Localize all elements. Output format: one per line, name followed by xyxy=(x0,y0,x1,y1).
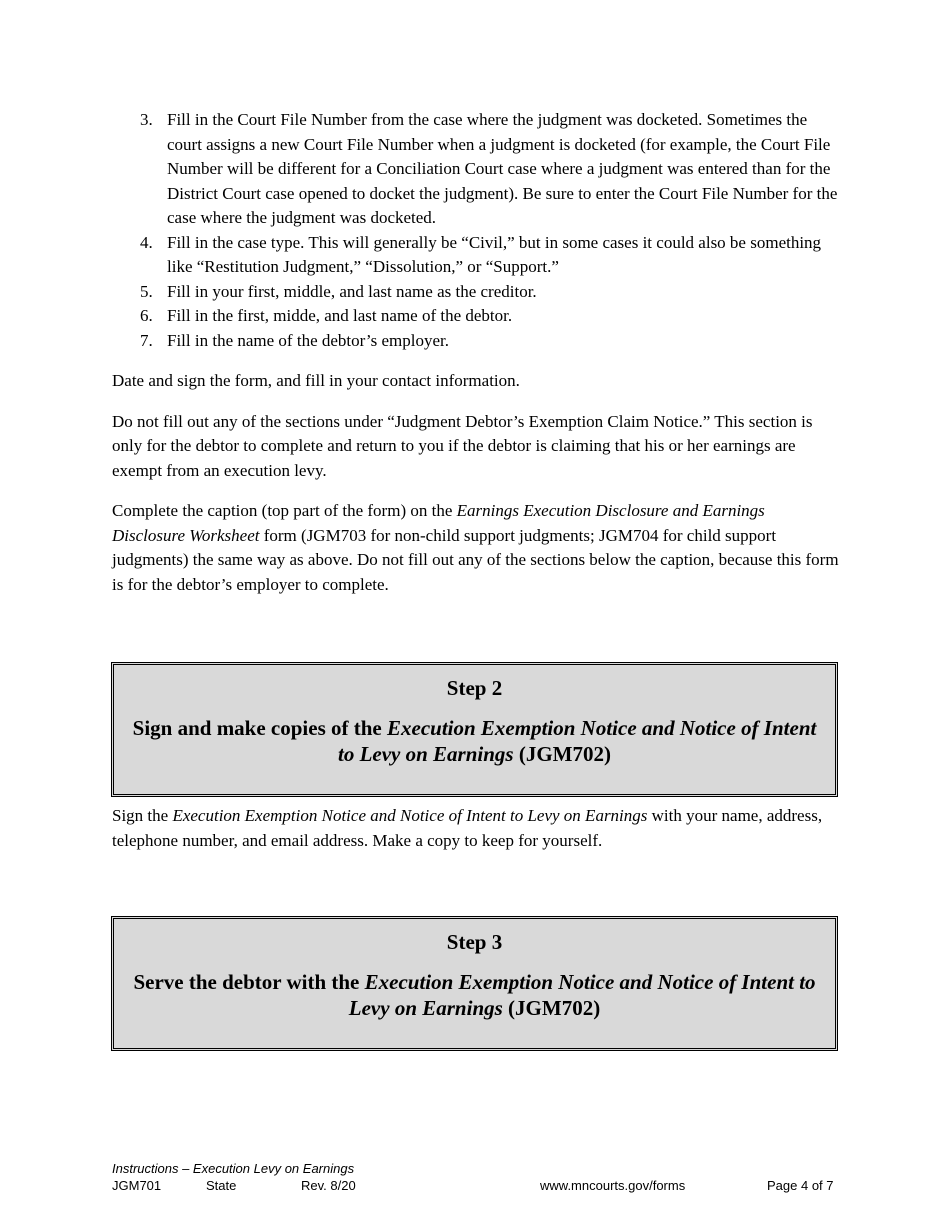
instruction-list xyxy=(112,108,840,353)
list-item: 4. Fill in the case type. This will generally be “Civil,” but in some cases it could also be something like “Restitution Judgment,” “Dissolution,” or “Support.” xyxy=(140,232,822,276)
page-footer xyxy=(112,1160,840,1194)
footer-url[interactable]: www.mncourts.gov/forms xyxy=(540,1178,686,1193)
list-item: 6. Fill in the first, midde, and last name of the debtor. xyxy=(140,306,513,325)
list-item: 5. Fill in your first, middle, and last name as the creditor. xyxy=(140,281,537,301)
sign-paragraph: Sign the Execution Exemption Notice and Notice of Intent to Levy on Earnings with your name, address, telephone number, and email address. Make a copy to keep for yourself. xyxy=(112,806,823,850)
step-2-box xyxy=(111,662,838,797)
step-3-box xyxy=(111,916,838,1051)
footer-form-id: JGM701 xyxy=(112,1178,162,1193)
footer-revision: Rev. 8/20 xyxy=(301,1178,356,1193)
step-3-label: Step 3 xyxy=(446,930,503,954)
step-2-label: Step 2 xyxy=(446,676,503,700)
caption-paragraph: Complete the caption (top part of the form) on the Earnings Execution Disclosure and Earnings Disclosure Worksheet form (JGM703 for non-child support judgments; JGM704 for child support judgments) the same way as above. Do not fill out any of the sections below the caption, because this form is for the debtor’s employer to complete. xyxy=(112,501,839,594)
footer-page-number: Page 4 of 7 xyxy=(767,1178,834,1193)
exemption-notice-paragraph: Do not fill out any of the sections under “Judgment Debtor’s Exemption Claim Notice.” This section is only for the debtor to complete and return to you if the debtor is claiming that his or her earnings are exempt from an execution levy. xyxy=(112,411,813,480)
footer-row xyxy=(112,1177,840,1194)
list-item: 7. Fill in the name of the debtor’s employer. xyxy=(140,330,450,350)
step-3-heading: Serve the debtor with the Execution Exemption Notice and Notice of Intent to Levy on Earnings (JGM702) xyxy=(133,970,816,1020)
step-2-heading: Sign and make copies of the Execution Exemption Notice and Notice of Intent to Levy on Earnings (JGM702) xyxy=(132,716,817,766)
footer-title: Instructions – Execution Levy on Earnings xyxy=(112,1161,355,1176)
date-sign-paragraph: Date and sign the form, and fill in your contact information. xyxy=(112,371,520,390)
instructions-body xyxy=(112,108,840,597)
list-item: 3. Fill in the Court File Number from the case where the judgment was docketed. Sometimes the court assigns a new Court File Number when a judgment is docketed (for example, the Court File Number will be different for a Conciliation Court case where a judgment was entered than for the District Court case opened to docket the judgment). Be sure to enter the Court File Number for the case where the judgment was docketed. xyxy=(140,110,838,227)
footer-state: State xyxy=(206,1178,237,1193)
